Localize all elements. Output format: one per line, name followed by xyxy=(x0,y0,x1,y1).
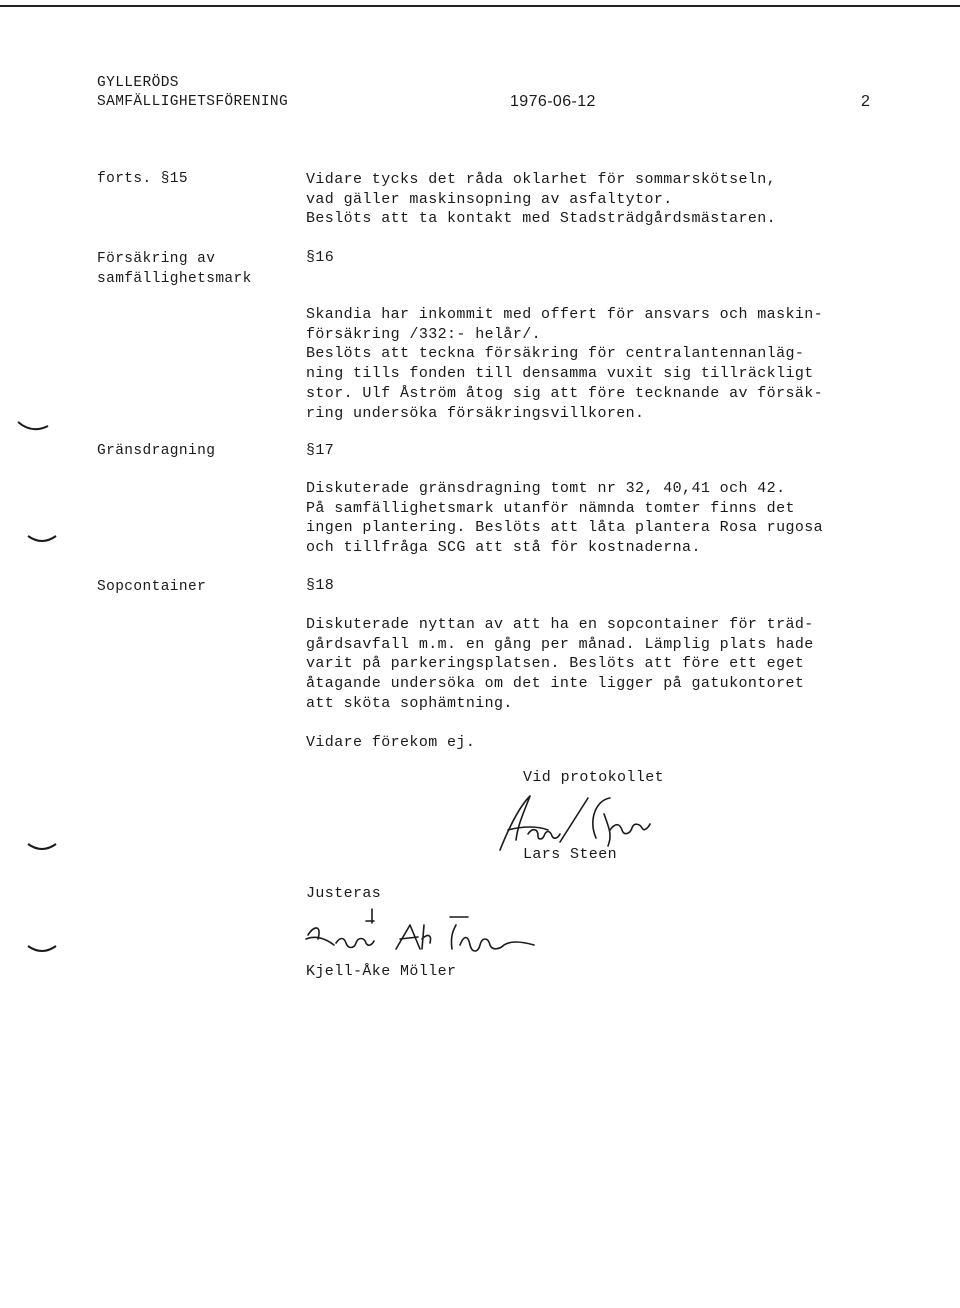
punch-mark xyxy=(14,418,54,438)
section-heading-16: §16 xyxy=(306,249,335,266)
punch-mark xyxy=(24,940,64,960)
section-heading-17: §17 xyxy=(306,442,335,459)
closing-remark: Vidare förekom ej. xyxy=(306,734,476,751)
side-label-sopcontainer: Sopcontainer xyxy=(97,579,207,595)
paragraph-18: Diskuterade nyttan av att ha en sopcontainer för träd- gårdsavfall m.m. en gång per månad. Lämplig plats hade varit på parkeringsplatsen. Beslöts att före ett eget åtagande undersöka om det inte ligger på gatukontoret att sköta sophämtning. xyxy=(306,616,814,712)
scan-top-edge xyxy=(0,5,960,7)
punch-mark xyxy=(24,838,64,858)
paragraph-16: Skandia har inkommit med offert för ansvars och maskin- försäkring /332:- helår/. Beslöts att teckna försäkring för centralantennanläg- ning tills fonden till densamma vuxit sig tillräckligt stor. Ulf Åström åtog sig att före tecknande av försäk- ring undersöka försäkringsvillkoren. xyxy=(306,306,824,422)
protocol-name: Lars Steen xyxy=(523,846,618,863)
page-number: 2 xyxy=(861,93,871,110)
org-name-line-1: GYLLERÖDS xyxy=(97,75,179,91)
document-date: 1976-06-12 xyxy=(510,93,596,110)
side-label-forts-15: forts. §15 xyxy=(97,171,189,187)
org-name-line-2: SAMFÄLLIGHETSFÖRENING xyxy=(97,94,289,110)
signature-kjell-ake-moller xyxy=(300,905,560,965)
paragraph-17: Diskuterade gränsdragning tomt nr 32, 40,41 och 42. På samfällighetsmark utanför nämnda tomter finns det ingen plantering. Beslöts att låta plantera Rosa rugosa och tillfråga SCG att stå för kostnaderna. xyxy=(306,480,824,557)
side-label-forsakring: Försäkring av samfällighetsmark xyxy=(97,251,252,287)
protocol-label: Vid protokollet xyxy=(523,769,665,786)
side-label-gransdragning: Gränsdragning xyxy=(97,443,216,459)
paragraph-15: Vidare tycks det råda oklarhet för sommarskötseln, vad gäller maskinsopning av asfaltytor. Beslöts att ta kontakt med Stadsträdgårdsmästaren. xyxy=(306,171,777,228)
section-heading-18: §18 xyxy=(306,577,335,594)
punch-mark xyxy=(24,530,64,550)
adjuster-label: Justeras xyxy=(306,885,382,902)
adjuster-name: Kjell-Åke Möller xyxy=(306,963,457,980)
